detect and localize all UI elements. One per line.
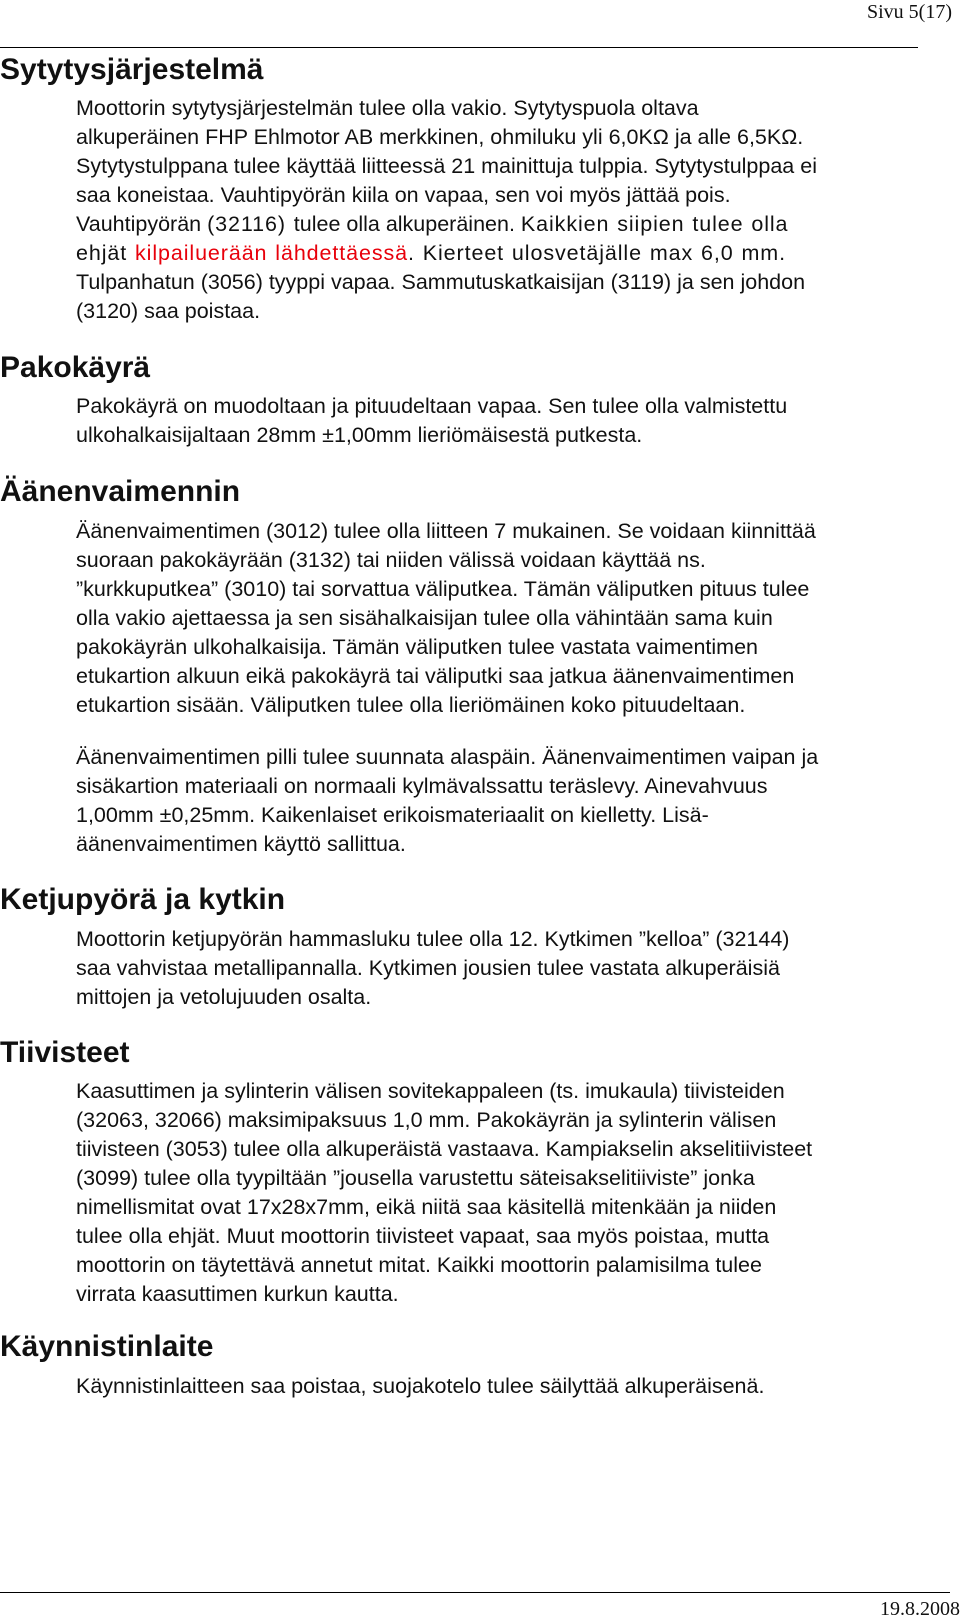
paragraph-sprocket-clutch: Moottorin ketjupyörän hammasluku tulee olla 12. Kytkimen ”kelloa” (32144) saa vahvistaa metallipannalla. Kytkimen jousien tulee vastata alkuperäisiä mittojen ja vetolujuuden osalta. <box>76 927 790 1009</box>
footer-date: 19.8.2008 <box>880 1598 960 1620</box>
page-number: Sivu 5(17) <box>867 1 952 23</box>
ignition-text-highlight: kilpailuerään lähdettäessä <box>135 241 409 265</box>
section-title-sprocket-clutch: Ketjupyörä ja kytkin <box>0 883 286 916</box>
paragraph-starter: Käynnistinlaitteen saa poistaa, suojakotelo tulee säilyttää alkuperäisenä. <box>76 1374 765 1398</box>
section-title-ignition: Sytytysjärjestelmä <box>0 53 264 86</box>
paragraph-muffler-2: Äänenvaimentimen pilli tulee suunnata alaspäin. Äänenvaimentimen vaipan ja sisäkartion materiaali on normaali kylmävalssattu teräslevy. Ainevahvuus 1,00mm ±0,25mm. Kaikenlaiset erikoismateriaalit on kielletty. Lisä- äänenvaimentimen käyttö sallittua. <box>76 745 819 856</box>
paragraph-gaskets: Kaasuttimen ja sylinterin välisen sovitekappaleen (ts. imukaula) tiivisteiden (32063, 32066) maksimipaksuus 1,0 mm. Pakokäyrän ja sylinterin välisen tiivisteen (3053) tulee olla alkuperäistä vastaava. Kampiakselin akselitiivisteet (3099) tulee olla tyypiltään ”jousella varustettu säteisakselitiiviste” jonka nimellismitat ovat 17x28x7mm, eikä niitä saa käsitellä mitenkään ja niiden tulee olla ehjät. Muut moottorin tiivisteet vapaat, saa myös poistaa, mutta moottorin on täytettävä annetut mitat. Kaikki moottorin palamisilma tulee virrata kaasuttimen kurkun kautta. <box>76 1079 813 1306</box>
ignition-text-4: Kaikkien siipien tulee olla ehjät <box>76 212 789 265</box>
section-title-exhaust-pipe: Pakokäyrä <box>0 351 151 384</box>
section-title-starter: Käynnistinlaite <box>0 1330 214 1363</box>
ignition-text-1: Moottorin sytytysjärjestelmän tulee olla vakio. Sytytyspuola oltava alkuperäinen FHP Ehlmotor AB merkkinen, ohmiluku yli 6,0KΩ ja alle 6,5KΩ. Sytytystulppana tulee käyttää liitteessä 21 mainittuja tulppia. Sytytystulppaa ei saa koneistaa. Vauhtipyörän kiila on vapaa, sen voi myös jättää pois. Vauhtipyörän <box>76 96 817 236</box>
footer-rule <box>0 1592 950 1593</box>
section-title-gaskets: Tiivisteet <box>0 1036 130 1069</box>
paragraph-muffler-1: Äänenvaimentimen (3012) tulee olla liitteen 7 mukainen. Se voidaan kiinnittää suoraan pakokäyrään (3132) tai niiden välissä voidaan käyttää ns. ”kurkkuputkea” (3010) tai sorvattua väliputkea. Tämän väliputken pituus tulee olla vakio ajettaessa ja sen sisähalkaisijan tulee olla vähintään sama kuin pakokäyrän ulkohalkaisija. Tämän väliputken tulee vastata vaimentimen etukartion alkuun eikä pakokäyrä tai väliputki saa jatkua äänenvaimentimen etukartion sisään. Väliputken tulee olla lieriömäinen koko pituudeltaan. <box>76 519 816 717</box>
header-rule <box>0 47 918 48</box>
section-title-muffler: Äänenvaimennin <box>0 475 241 508</box>
ignition-text-3: tulee olla alkuperäinen. <box>293 212 521 236</box>
paragraph-ignition <box>76 94 960 326</box>
ignition-text-2: (32116) <box>207 212 294 236</box>
paragraph-exhaust-pipe: Pakokäyrä on muodoltaan ja pituudeltaan vapaa. Sen tulee olla valmistettu ulkohalkaisijaltaan 28mm ±1,00mm lieriömäisestä putkesta. <box>76 394 788 447</box>
ignition-text-7: Tulpanhatun (3056) tyyppi vapaa. Sammutuskatkaisijan (3119) ja sen johdon (3120) saa poistaa. <box>76 270 806 323</box>
ignition-text-6: . Kierteet ulosvetäjälle max 6,0 mm. <box>408 241 786 265</box>
